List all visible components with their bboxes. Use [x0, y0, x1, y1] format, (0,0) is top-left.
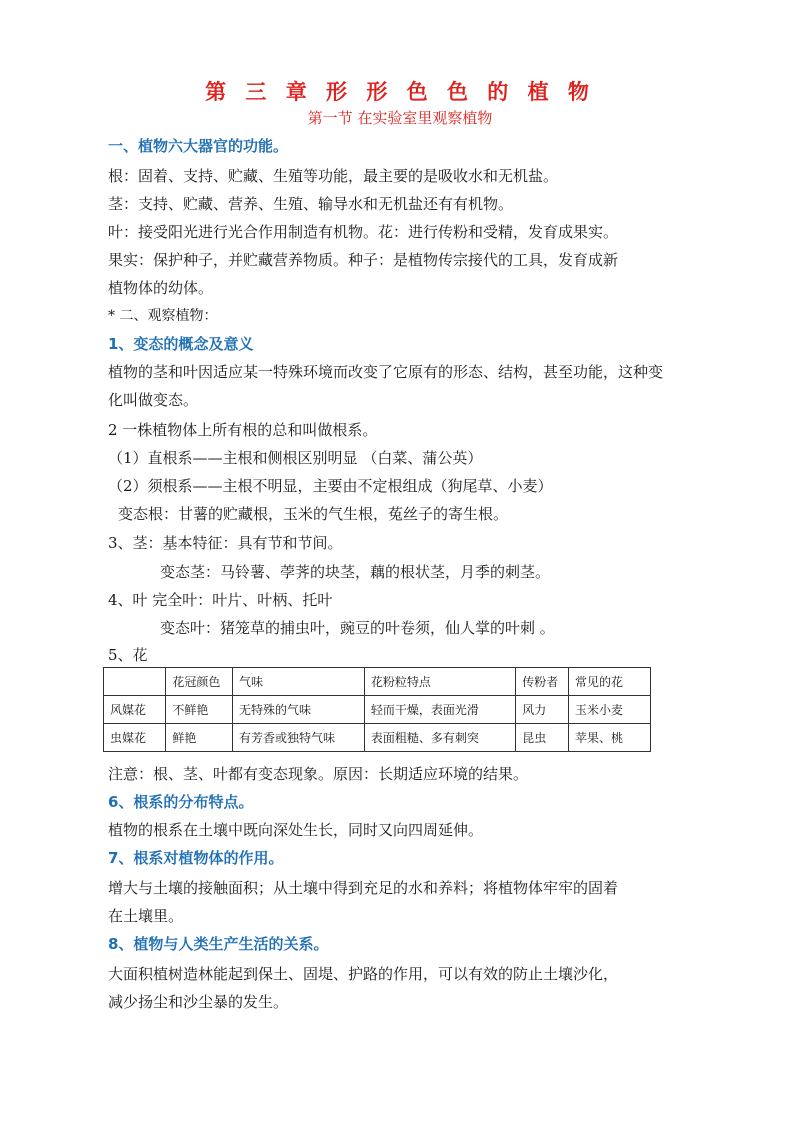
table-cell: 不鲜艳 [166, 696, 233, 724]
table-cell: 昆虫 [516, 724, 569, 752]
text-transformation-1: 植物的茎和叶因适应某一特殊环境而改变了它原有的形态、结构，甚至功能，这种变 [108, 363, 664, 381]
table-cell: 苹果、桃 [569, 724, 651, 752]
text-flower-label: 5、花 [108, 646, 148, 664]
text-fibrous-root: （2）须根系——主根不明显，主要由不定根组成（狗尾草、小麦） [108, 477, 553, 495]
text-plants-humans-1: 大面积植树造林能起到保土、固堤、护路的作用，可以有效的防止土壤沙化， [108, 965, 619, 983]
table-cell: 风媒花 [104, 696, 166, 724]
text-plants-humans-2: 减少扬尘和沙尘暴的发生。 [108, 993, 289, 1011]
heading-root-distribution: 6、根系的分布特点。 [108, 793, 254, 811]
text-modified-root: 变态根：甘薯的贮藏根，玉米的气生根，菟丝子的寄生根。 [118, 505, 509, 523]
heading-transformation: 1、变态的概念及意义 [108, 335, 254, 353]
section-subtitle: 第一节 在实验室里观察植物 [307, 109, 493, 127]
table-cell: 表面粗糙、多有刺突 [364, 724, 515, 752]
text-root-system: 2 一株植物体上所有根的总和叫做根系。 [108, 421, 378, 439]
table-cell: 轻而干燥，表面光滑 [364, 696, 515, 724]
heading-root-role: 7、根系对植物体的作用。 [108, 849, 284, 867]
text-fruit-seed-function-2: 植物体的幼体。 [108, 279, 214, 297]
table-header-cell: 气味 [233, 668, 365, 696]
heading-plants-humans: 8、植物与人类生产生活的关系。 [108, 935, 329, 953]
text-root-role-1: 增大与土壤的接触面积；从土壤中得到充足的水和养料；将植物体牢牢的固着 [108, 879, 619, 897]
table-header-row [104, 668, 651, 696]
table-header-cell [104, 668, 166, 696]
table-header-cell: 传粉者 [516, 668, 569, 696]
text-tap-root: （1）直根系——主根和侧根区别明显 （白菜、蒲公英） [108, 449, 483, 467]
text-leaf-flower-function: 叶：接受阳光进行光合作用制造有机物。花：进行传粉和受精，发育成果实。 [108, 223, 619, 241]
table-header-cell: 花粉粒特点 [364, 668, 515, 696]
text-root-function: 根：固着、支持、贮藏、生殖等功能，最主要的是吸收水和无机盐。 [108, 167, 559, 185]
heading-organ-functions: 一、植物六大器官的功能。 [108, 137, 289, 155]
text-fruit-seed-function-1: 果实：保护种子，并贮藏营养物质。种子：是植物传宗接代的工具，发育成新 [108, 251, 619, 269]
text-note: 注意：根、茎、叶都有变态现象。原因：长期适应环境的结果。 [108, 765, 529, 783]
table-cell: 有芳香或独特气味 [233, 724, 365, 752]
text-stem-features: 3、茎：基本特征：具有节和节间。 [108, 534, 343, 552]
table-header-cell: 花冠颜色 [166, 668, 233, 696]
text-leaf-complete: 4、叶 完全叶：叶片、叶柄、托叶 [108, 591, 333, 609]
text-stem-function: 茎：支持、贮藏、营养、生殖、输导水和无机盐还有有机物。 [108, 195, 514, 213]
table-cell: 玉米小麦 [569, 696, 651, 724]
text-modified-stem: 变态茎：马铃薯、荸荠的块茎，藕的根状茎，月季的刺茎。 [160, 563, 551, 581]
chapter-title: 第 三 章 形 形 色 色 的 植 物 [205, 80, 595, 104]
table-cell: 无特殊的气味 [233, 696, 365, 724]
table-cell: 风力 [516, 696, 569, 724]
table-header-cell: 常见的花 [569, 668, 651, 696]
table-row [104, 724, 651, 752]
pollination-table [103, 667, 651, 752]
text-root-role-2: 在土壤里。 [108, 907, 184, 925]
table-row [104, 696, 651, 724]
heading-observe-plants: * 二、观察植物： [108, 308, 218, 324]
table-cell: 鲜艳 [166, 724, 233, 752]
table-cell: 虫媒花 [104, 724, 166, 752]
text-modified-leaf: 变态叶：猪笼草的捕虫叶，豌豆的叶卷须，仙人掌的叶刺 。 [160, 619, 555, 637]
text-transformation-2: 化叫做变态。 [108, 391, 199, 409]
text-root-distribution: 植物的根系在土壤中既向深处生长，同时又向四周延伸。 [108, 821, 484, 839]
